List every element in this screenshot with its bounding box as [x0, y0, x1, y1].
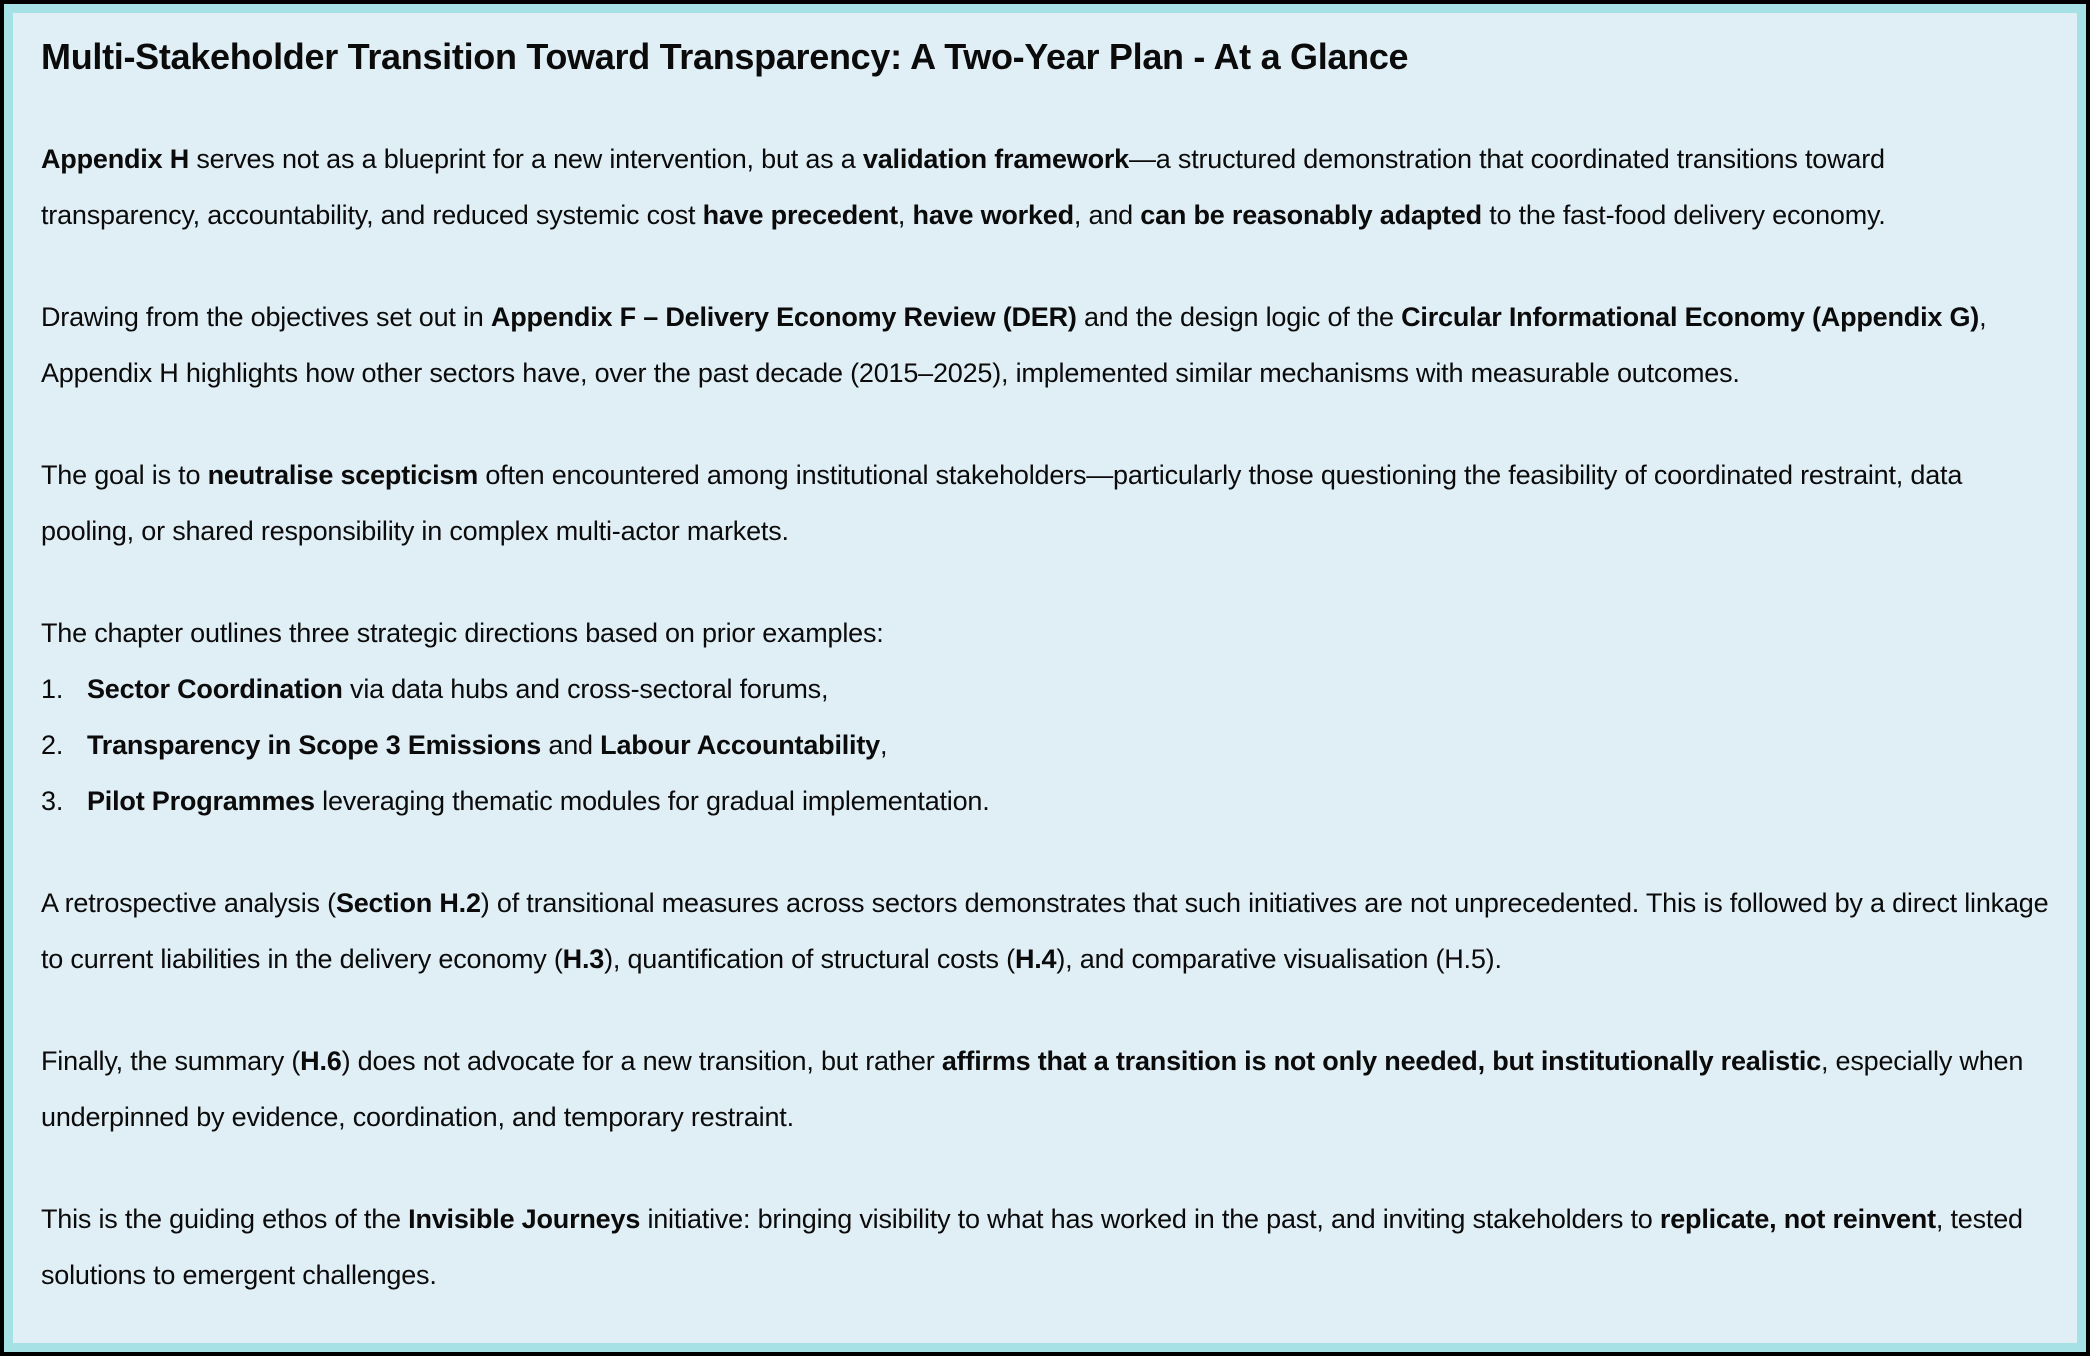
appendix-overview-paragraph: Appendix H serves not as a blueprint for a new intervention, but as a validation framework—a structured demonstration that coordinated transitions toward transparency, accountability, and reduced systemic cost have precedent, have worked, and can be reasonably adapted to the fast-food delivery economy.: [41, 144, 1886, 230]
goal-paragraph: The goal is to neutralise scepticism often encountered among institutional stakeholders—particularly those questioning the feasibility of coordinated restraint, data pooling, or shared responsibility in complex multi-actor markets.: [41, 460, 1963, 546]
page-title: Multi-Stakeholder Transition Toward Transparency: A Two-Year Plan - At a Glance: [41, 36, 1409, 77]
retrospective-analysis-paragraph: A retrospective analysis (Section H.2) of transitional measures across sectors demonstrates that such initiatives are not unprecedented. This is followed by a direct linkage to current liabilities in the delivery economy (H.3), quantification of structural costs (H.4), and comparative visualisation (H.5).: [41, 888, 2049, 974]
list-item-number: 1.: [41, 674, 64, 704]
document-body: [13, 13, 2077, 1343]
list-item-text: Sector Coordination via data hubs and cross-sectoral forums,: [87, 674, 829, 704]
list-item: [41, 717, 2049, 773]
list-item-text: Transparency in Scope 3 Emissions and Labour Accountability,: [87, 730, 888, 760]
list-item: [41, 773, 2049, 829]
strategic-directions-block: [41, 605, 2049, 829]
strategic-directions-intro: The chapter outlines three strategic directions based on prior examples:: [41, 618, 884, 648]
ethos-paragraph: This is the guiding ethos of the Invisible Journeys initiative: bringing visibility to what has worked in the past, and inviting stakeholders to replicate, not reinvent, tested solutions to emergent challenges.: [41, 1204, 2023, 1290]
list-item-number: 2.: [41, 730, 64, 760]
summary-paragraph: Finally, the summary (H.6) does not advocate for a new transition, but rather affirms that a transition is not only needed, but institutionally realistic, especially when underpinned by evidence, coordination, and temporary restraint.: [41, 1046, 2024, 1132]
list-item: [41, 661, 2049, 717]
objectives-paragraph: Drawing from the objectives set out in Appendix F – Delivery Economy Review (DER) and the design logic of the Circular Informational Economy (Appendix G), Appendix H highlights how other sectors have, over the past decade (2015–2025), implemented similar mechanisms with measurable outcomes.: [41, 302, 1987, 388]
list-item-number: 3.: [41, 786, 64, 816]
list-item-text: Pilot Programmes leveraging thematic modules for gradual implementation.: [87, 786, 990, 816]
